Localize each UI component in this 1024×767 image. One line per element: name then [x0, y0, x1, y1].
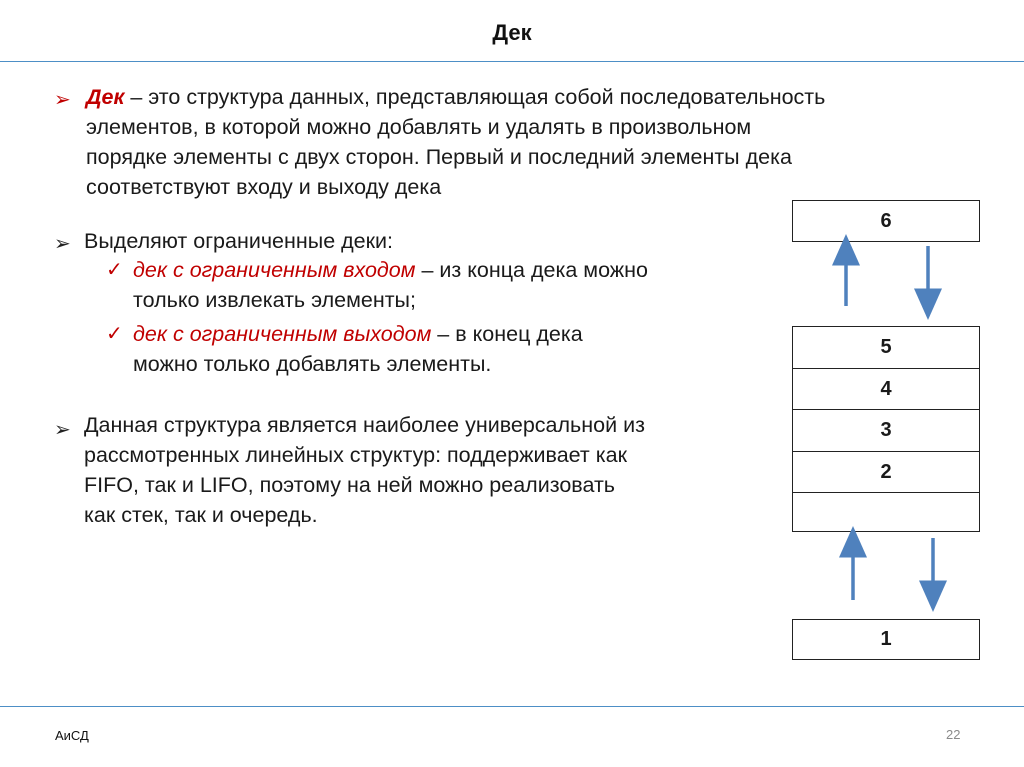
deque-cell: 2	[793, 452, 979, 493]
arrow-bullet-icon: ➢	[54, 419, 71, 441]
restricted-text: – из конца дека можно	[415, 258, 649, 282]
universal-line: FIFO, так и LIFO, поэтому на ней можно реализовать	[84, 473, 615, 497]
restricted-text: – в конец дека	[431, 322, 583, 346]
deque-cell: 5	[793, 327, 979, 369]
deque-bottom-cell: 1	[792, 619, 980, 660]
restricted-intro: Выделяют ограниченные деки:	[84, 229, 394, 253]
deque-cell: 3	[793, 410, 979, 452]
arrow-bullet-icon: ➢	[54, 233, 71, 255]
restricted-text: только извлекать элементы;	[133, 288, 416, 312]
checkmark-icon: ✓	[106, 259, 123, 281]
universal-line: как стек, так и очередь.	[84, 503, 318, 527]
definition-term: Дек	[86, 85, 125, 109]
slide-title: Дек	[492, 20, 532, 45]
checkmark-icon: ✓	[106, 323, 123, 345]
universal-line: Данная структура является наиболее универсальной из	[84, 413, 645, 437]
universal-line: рассмотренных линейных структур: поддерживает как	[84, 443, 627, 467]
deque-top-cell: 6	[792, 200, 980, 242]
page-number: 22	[946, 727, 961, 742]
definition-line: – это структура данных, представляющая собой последовательность	[124, 85, 826, 109]
restricted-text: можно только добавлять элементы.	[133, 352, 492, 376]
definition-line: порядке элементы с двух сторон. Первый и последний элементы дека	[86, 145, 792, 169]
restricted-term: дек с ограниченным выходом	[133, 322, 432, 346]
arrow-bullet-icon: ➢	[54, 89, 71, 111]
definition-line: соответствуют входу и выходу дека	[86, 175, 442, 199]
footer-course-label: АиСД	[55, 728, 89, 743]
definition-line: элементов, в которой можно добавлять и удалять в произвольном	[86, 115, 752, 139]
deque-cell: 4	[793, 369, 979, 410]
restricted-term: дек с ограниченным входом	[133, 258, 416, 282]
